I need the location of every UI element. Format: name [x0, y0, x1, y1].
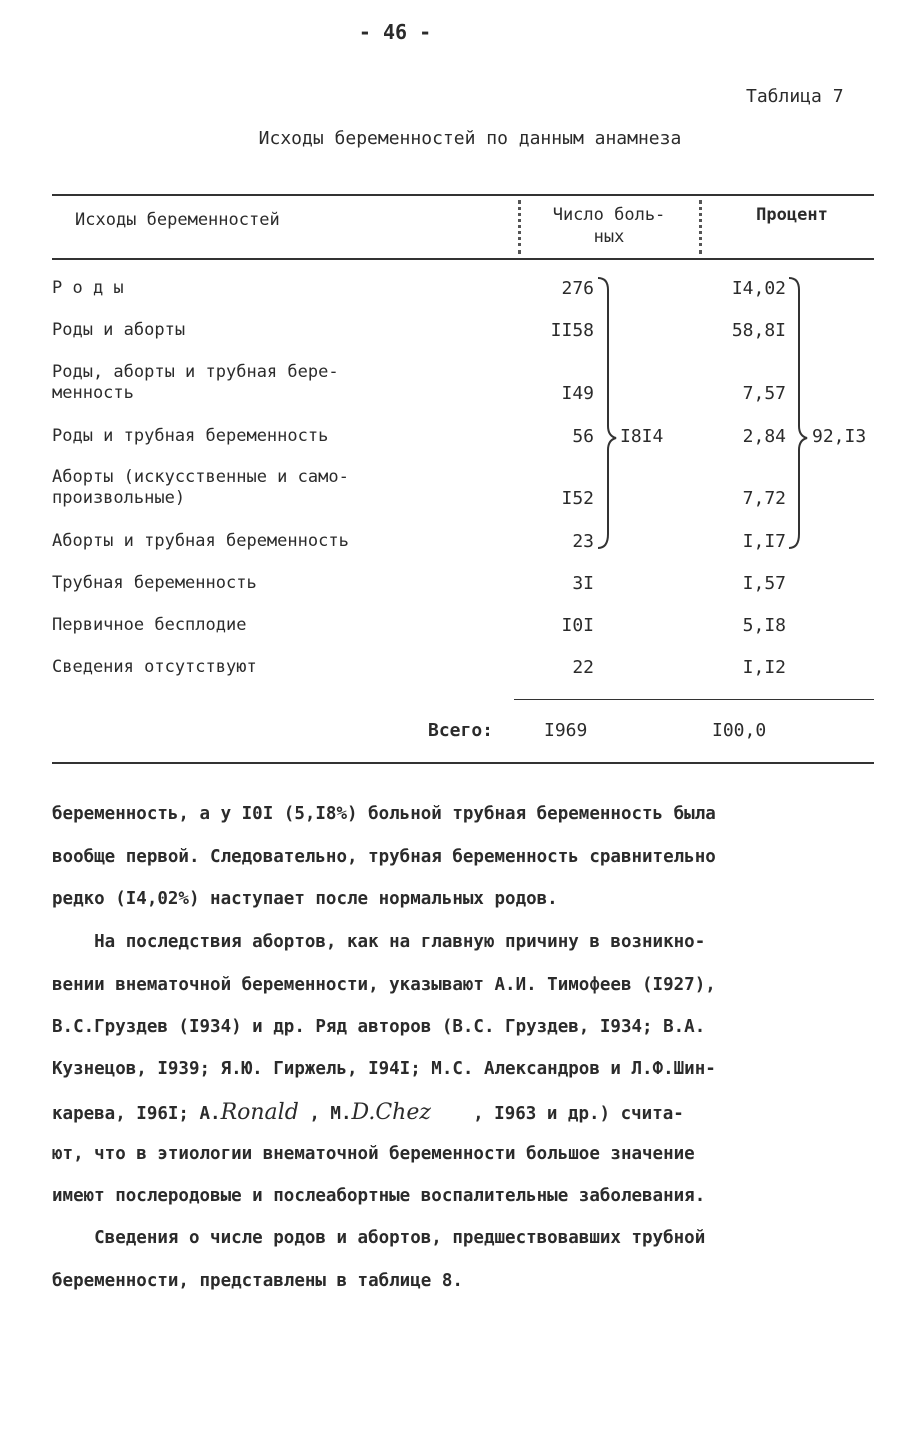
text-line: Кузнецов, I939; Я.Ю. Гиржель, I94I; М.С. Александров и Л.Ф.Шин-: [52, 1059, 716, 1079]
row-label: Первичное бесплодие: [52, 615, 247, 635]
row-percent: I,57: [742, 573, 786, 594]
table-header-rule: [52, 258, 874, 260]
text-line: На последствия абортов, как на главную причину в возникно-: [52, 932, 706, 952]
text-line: Сведения о числе родов и абортов, предшествовавших трубной: [52, 1228, 706, 1248]
text-line-with-handwriting: [52, 1100, 867, 1125]
row-label: Аборты и трубная беременность: [52, 531, 349, 551]
percent-group-brace: [787, 276, 811, 556]
text-line: беременность, а у I0I (5,I8%) больной трубная беременность была: [52, 804, 716, 824]
row-percent: 58,8I: [731, 320, 786, 341]
row-label: менность: [52, 383, 134, 403]
row-count: II58: [550, 320, 594, 341]
row-label: Роды и аборты: [52, 320, 186, 340]
table-top-rule: [52, 194, 874, 196]
header-divider-1: [518, 200, 521, 254]
row-count: 3I: [572, 573, 594, 594]
row-label: Роды и трубная беременность: [52, 426, 329, 446]
total-label: Всего:: [428, 720, 494, 741]
row-label: Р о д ы: [52, 278, 124, 298]
row-percent: 7,72: [742, 488, 786, 509]
page-number: - 46 -: [358, 20, 432, 44]
text-line: имеют послеродовые и послеабортные воспалительные заболевания.: [52, 1186, 706, 1206]
table-title: Исходы беременностей по данным анамнеза: [258, 128, 682, 149]
row-percent: 5,I8: [742, 615, 786, 636]
row-percent: I,I2: [742, 657, 786, 678]
text-line: вообще первой. Следовательно, трубная беременность сравнительно: [52, 847, 716, 867]
text-run: карева, I96I; А.: [52, 1104, 221, 1124]
row-percent: 2,84: [742, 426, 786, 447]
row-percent: I,I7: [742, 531, 786, 552]
row-count: 276: [561, 278, 594, 299]
header-count-line1: Число боль-: [552, 205, 666, 225]
row-label: произвольные): [52, 488, 186, 508]
group-percent-total: 92,I3: [812, 426, 867, 447]
header-divider-2: [699, 200, 702, 254]
total-percent: I00,0: [712, 720, 767, 741]
row-percent: 7,57: [742, 383, 786, 404]
text-run: , М.: [298, 1104, 352, 1124]
row-label: Трубная беременность: [52, 573, 257, 593]
row-count: I0I: [561, 615, 594, 636]
row-count: 22: [572, 657, 594, 678]
group-count-total: I8I4: [620, 426, 664, 447]
text-line: беременности, представлены в таблице 8.: [52, 1271, 463, 1291]
table-label: Таблица 7: [746, 86, 844, 107]
row-label: Аборты (искусственные и само-: [52, 467, 349, 487]
text-run: , I963 и др.) счита-: [430, 1104, 684, 1124]
text-line: ют, что в этиологии внематочной беременности большое значение: [52, 1144, 695, 1164]
header-outcomes: Исходы беременностей: [75, 210, 280, 230]
row-percent: I4,02: [731, 278, 786, 299]
row-label: Сведения отсутствуют: [52, 657, 257, 677]
row-count: 23: [572, 531, 594, 552]
total-count: I969: [544, 720, 588, 741]
total-rule: [514, 699, 874, 700]
row-count: I52: [561, 488, 594, 509]
text-line: редко (I4,02%) наступает после нормальных родов.: [52, 889, 558, 909]
header-percent: Процент: [756, 205, 828, 225]
row-label: Роды, аборты и трубная бере-: [52, 362, 339, 382]
header-count-line2: ных: [593, 227, 625, 247]
handwritten-name: Ronald: [220, 1100, 299, 1125]
table-bottom-rule: [52, 762, 874, 764]
text-line: вении внематочной беременности, указывают А.И. Тимофеев (I927),: [52, 975, 716, 995]
count-group-brace: [596, 276, 620, 556]
row-count: 56: [572, 426, 594, 447]
row-count: I49: [561, 383, 594, 404]
handwritten-name: D.Chez: [351, 1100, 431, 1125]
text-line: В.С.Груздев (I934) и др. Ряд авторов (В.С. Груздев, I934; В.А.: [52, 1017, 706, 1037]
